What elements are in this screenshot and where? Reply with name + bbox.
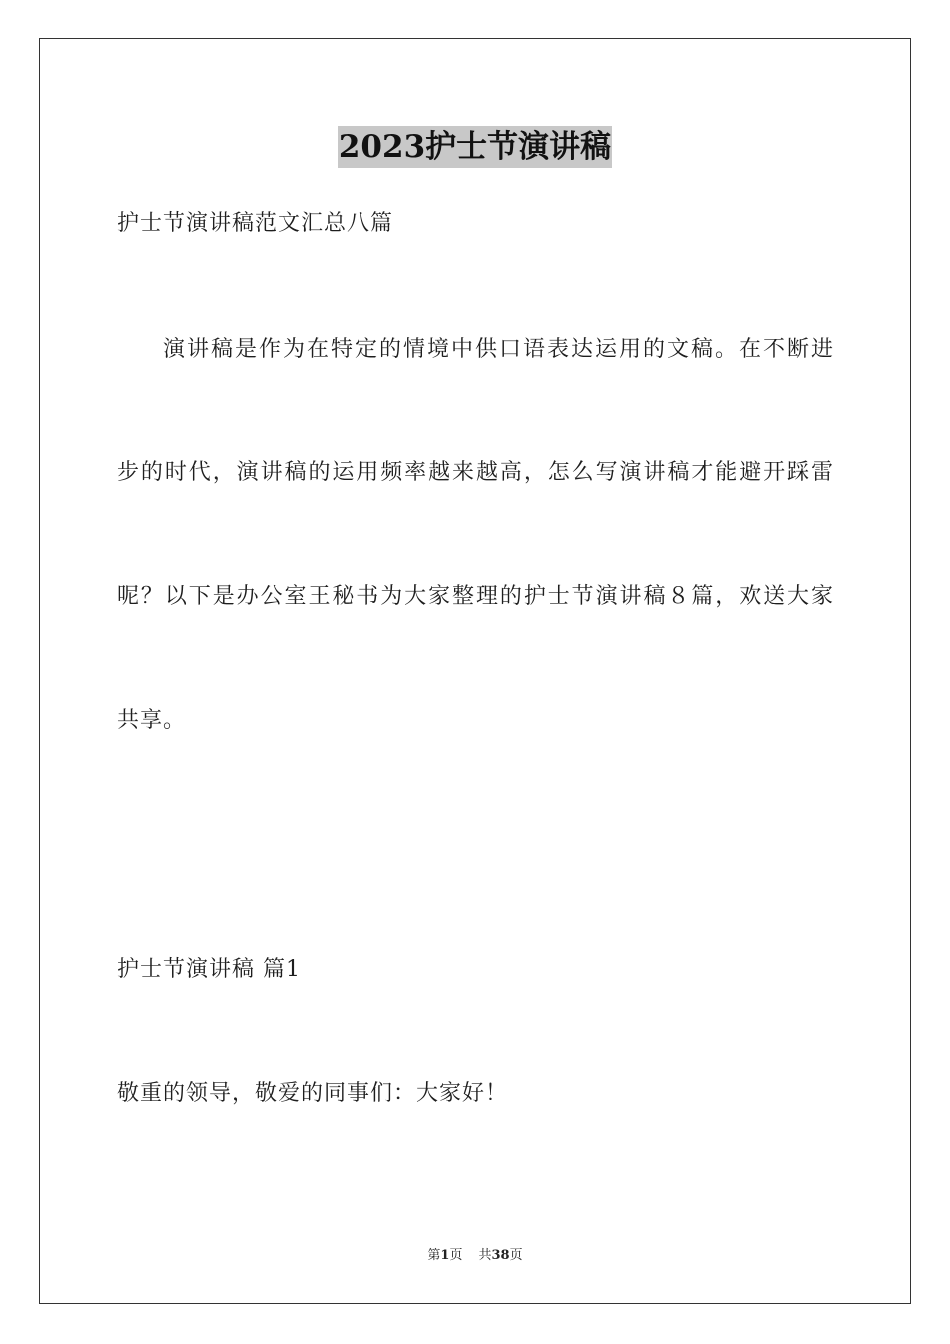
page-footer	[0, 1247, 950, 1265]
document-subtitle: 护士节演讲稿范文汇总八篇	[117, 211, 394, 236]
intro-line-2: 步的时代，演讲稿的运用频率越来越高，怎么写演讲稿才能避开踩雷	[117, 460, 833, 485]
greeting-line: 敬重的领导，敬爱的同事们：大家好！	[117, 1081, 509, 1106]
intro-line-1: 演讲稿是作为在特定的情境中供口语表达运用的文稿。在不断进	[163, 337, 833, 362]
footer-page-current: 1	[440, 1248, 450, 1263]
footer-total-prefix: 共	[478, 1248, 492, 1263]
footer-page-total: 38	[491, 1248, 510, 1263]
document-title: 2023护士节演讲稿	[338, 126, 612, 168]
intro-line-3: 呢？以下是办公室王秘书为大家整理的护士节演讲稿８篇，欢送大家	[117, 584, 833, 609]
footer-total-suffix: 页	[509, 1248, 523, 1263]
title-container	[0, 126, 950, 168]
intro-line-4: 共享。	[117, 708, 187, 733]
footer-page-prefix: 第	[427, 1248, 441, 1263]
section-heading: 护士节演讲稿 篇1	[117, 957, 301, 982]
footer-page-suffix: 页	[449, 1248, 463, 1263]
